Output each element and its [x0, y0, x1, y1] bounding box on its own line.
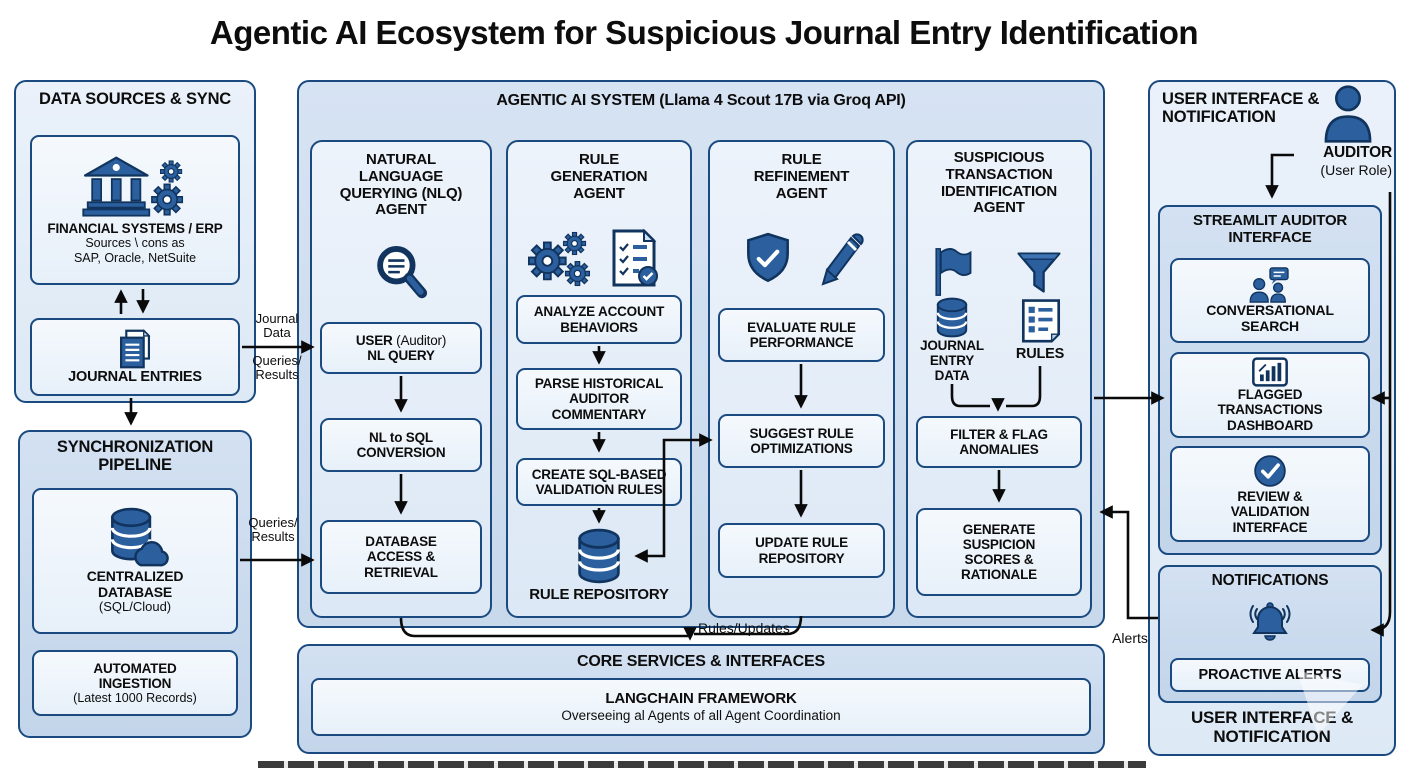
- bank-gears-icon: [77, 155, 193, 221]
- financial-systems-box: [30, 135, 240, 285]
- auditor-role-label: (User Role): [1320, 162, 1392, 178]
- page-title: Agentic AI Ecosystem for Suspicious Journal Entry Identification: [209, 14, 1199, 51]
- user-nl-query-box: [320, 322, 482, 374]
- financial-systems-sub1: Sources \ cons as: [85, 236, 185, 251]
- conversational-search-box: CONVERSATIONAL SEARCH: [1170, 258, 1370, 343]
- agentic-system-title: AGENTIC AI SYSTEM (Llama 4 Scout 17B via Groq API): [496, 92, 906, 109]
- gears-icon: [524, 228, 594, 290]
- data-sources-title: DATA SOURCES & SYNC: [38, 90, 232, 108]
- create-rules-box: CREATE SQL-BASED VALIDATION RULES: [516, 458, 682, 506]
- user-role-label: (Auditor): [392, 332, 447, 348]
- user-label: USER: [355, 332, 393, 348]
- centralized-db-box: [32, 488, 238, 634]
- journal-entry-data-label: JOURNAL ENTRY DATA: [920, 338, 984, 384]
- centralized-db-sub: (SQL/Cloud): [98, 599, 172, 615]
- bottom-cropped-bar: [258, 761, 1146, 768]
- queries-results-edge-label-top: Queries/ Results: [252, 353, 302, 382]
- pencil-icon: [812, 226, 868, 290]
- core-services-title: CORE SERVICES & INTERFACES: [577, 653, 825, 670]
- person-icon: [1320, 84, 1376, 144]
- user-interface-title: USER INTERFACE & NOTIFICATION: [1162, 90, 1320, 127]
- review-validation-box: REVIEW & VALIDATION INTERFACE: [1170, 446, 1370, 542]
- bar-chart-icon: [1251, 357, 1289, 387]
- notifications-title: NOTIFICATIONS: [1211, 572, 1329, 589]
- nlq-agent-title: NATURAL LANGUAGE QUERYING (NLQ) AGENT: [339, 151, 463, 219]
- auditor-label: AUDITOR: [1323, 144, 1392, 161]
- rule-repository-label: RULE REPOSITORY: [529, 586, 669, 603]
- rules-label: RULES: [1015, 346, 1065, 362]
- checklist-doc-icon: [606, 226, 662, 290]
- parse-commentary-box: PARSE HISTORICAL AUDITOR COMMENTARY: [516, 368, 682, 430]
- funnel-icon: [1014, 247, 1064, 299]
- sync-pipeline-title: SYNCHRONIZATION PIPELINE: [56, 438, 214, 475]
- filter-flag-box: FILTER & FLAG ANOMALIES: [916, 416, 1082, 468]
- journal-entries-label: JOURNAL ENTRIES: [68, 368, 202, 385]
- shield-check-icon: [742, 230, 794, 292]
- rules-updates-edge-label: Rules/Updates: [698, 620, 790, 636]
- queries-results-edge-label-bottom: Queries/ Results: [248, 515, 298, 544]
- financial-systems-label: FINANCIAL SYSTEMS / ERP: [47, 221, 223, 237]
- flagged-dashboard-box: FLAGGED TRANSACTIONS DASHBOARD: [1170, 352, 1370, 438]
- journal-entry-database-icon: [932, 296, 972, 338]
- user-interface-footer: USER INTERFACE & NOTIFICATION: [1190, 708, 1354, 747]
- rule-refinement-title: RULE REFINEMENT AGENT: [753, 151, 850, 202]
- nl-to-sql-box: NL to SQL CONVERSION: [320, 418, 482, 472]
- journal-data-edge-label: Journal Data: [255, 311, 299, 340]
- streamlit-title: STREAMLIT AUDITOR INTERFACE: [1192, 212, 1348, 246]
- suspicious-agent-title: SUSPICIOUS TRANSACTION IDENTIFICATION AGENT: [940, 149, 1058, 217]
- alerts-edge-label: Alerts: [1112, 630, 1148, 646]
- db-access-box: DATABASE ACCESS & RETRIEVAL: [320, 520, 482, 594]
- langchain-subtitle: Overseeing al Agents of all Agent Coordination: [561, 707, 841, 723]
- rules-list-icon: [1018, 296, 1064, 344]
- proactive-alerts-box: PROACTIVE ALERTS: [1170, 658, 1370, 692]
- journal-entries-box: [30, 318, 240, 396]
- chat-users-icon: [1248, 267, 1292, 303]
- centralized-db-label: CENTRALIZED DATABASE: [86, 567, 184, 600]
- database-cloud-icon: [100, 507, 170, 569]
- evaluate-performance-box: EVALUATE RULE PERFORMANCE: [718, 308, 885, 362]
- automated-ingestion-sub: (Latest 1000 Records): [73, 690, 197, 705]
- financial-systems-sub2: SAP, Oracle, NetSuite: [73, 250, 197, 265]
- documents-icon: [117, 329, 153, 369]
- automated-ingestion-label: AUTOMATED INGESTION: [93, 660, 177, 691]
- flag-icon: [926, 245, 976, 299]
- langchain-title: LANGCHAIN FRAMEWORK: [605, 689, 797, 707]
- nl-query-label: NL QUERY: [367, 348, 435, 363]
- check-circle-icon: [1252, 453, 1288, 489]
- rule-repository-database-icon: [571, 528, 627, 584]
- analyze-behaviors-box: ANALYZE ACCOUNT BEHAVIORS: [516, 295, 682, 344]
- bell-icon: [1242, 594, 1298, 652]
- update-repository-box: UPDATE RULE REPOSITORY: [718, 523, 885, 578]
- automated-ingestion-box: [32, 650, 238, 716]
- magnifier-icon: [372, 240, 430, 302]
- generate-scores-box: GENERATE SUSPICION SCORES & RATIONALE: [916, 508, 1082, 596]
- suggest-optimizations-box: SUGGEST RULE OPTIMIZATIONS: [718, 414, 885, 468]
- rule-generation-title: RULE GENERATION AGENT: [550, 151, 648, 202]
- langchain-box: [311, 678, 1091, 736]
